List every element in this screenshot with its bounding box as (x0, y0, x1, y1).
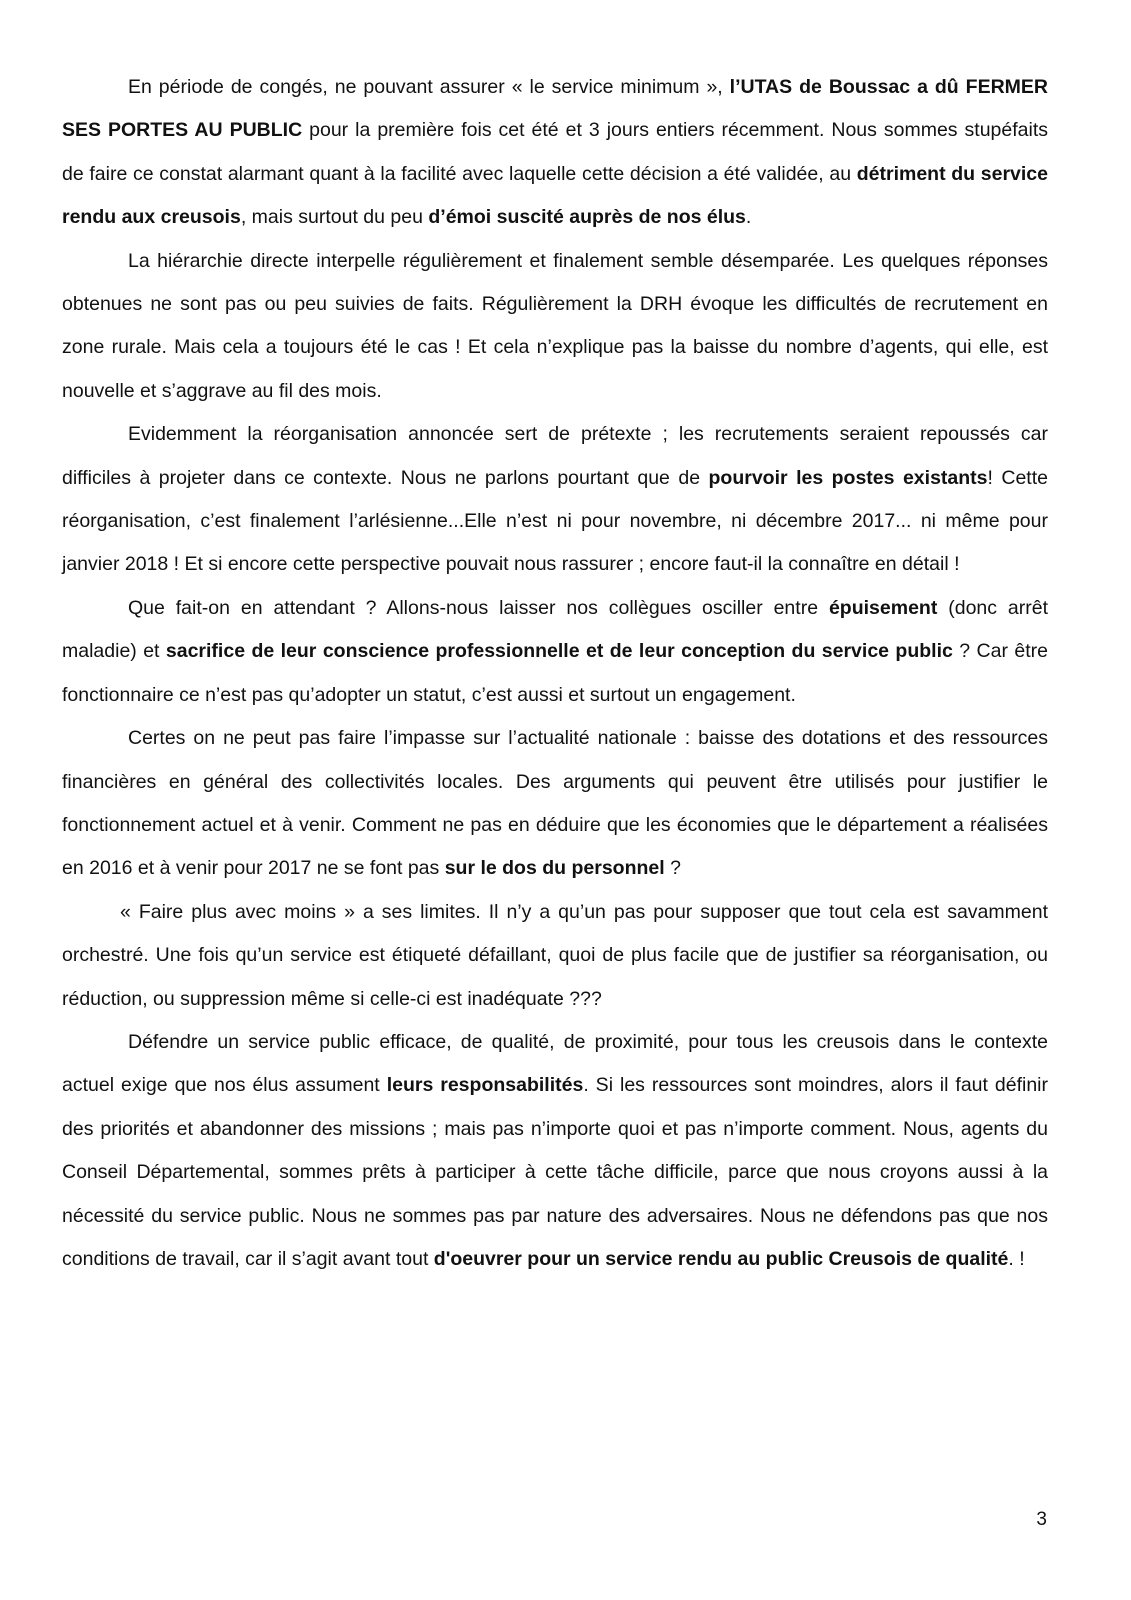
paragraph-waiting (62, 587, 1048, 717)
text-segment: « Faire plus avec moins » a ses limites. Il n’y a qu’un pas pour supposer que tout cela est savamment orchestré. Une fois qu’un service est étiqueté défaillant, quoi de plus facile que de justifier sa réorganisation, ou réduction, ou suppression même si celle-ci est inadéquate ??? (62, 900, 1048, 1010)
bold-segment: l’UTAS de Boussac a dû FERMER SES PORTES AU PUBLIC (62, 76, 1048, 142)
bold-segment: épuisement (828, 596, 938, 619)
page-number: 3 (1036, 1509, 1047, 1530)
text-segment: . ! (1008, 1247, 1025, 1270)
paragraph-more-with-less (62, 891, 1048, 1021)
bold-segment: d'oeuvrer pour un service rendu au public Creusois de qualité (433, 1247, 1009, 1270)
text-segment: La hiérarchie directe interpelle régulièrement et finalement semble désemparée. Les quelques réponses obtenues ne sont pas ou peu suivies de faits. Régulièrement la DRH évoque les difficultés de recrutement en zone rurale. Mais cela a toujours été le cas ! Et cela n’explique pas la baisse du nombre d’agents, qui elle, est nouvelle et s’aggrave au fil des mois. (62, 249, 1048, 402)
paragraph-national-context (62, 717, 1048, 891)
text-segment: ? Car être fonctionnaire ce n’est pas qu’adopter un statut, c’est aussi et surtout un engagement. (62, 640, 1048, 706)
document-body (62, 66, 1048, 1281)
text-segment: pour la première fois cet été et 3 jours entiers récemment. Nous sommes stupéfaits de faire ce constat alarmant quant à la facilité avec laquelle cette décision a été validée, au (62, 119, 1048, 185)
text-segment: . Si les ressources sont moindres, alors il faut définir des priorités et abandonner des missions ; mais pas n’importe quoi et pas n’importe comment. Nous, agents du Conseil Départemental, sommes prêts à participer à cette tâche difficile, parce que nous croyons aussi à la nécessité du service public. Nous ne sommes pas par nature des adversaires. Nous ne défendons pas que nos conditions de travail, car il s’agit avant tout (62, 1074, 1049, 1270)
paragraph-hierarchy (62, 240, 1048, 414)
paragraph-reorganisation (62, 413, 1048, 587)
text-segment: . (745, 206, 752, 229)
text-segment: (donc arrêt maladie) et (62, 596, 1049, 663)
bold-segment: sacrifice de leur conscience professionnelle et de leur conception du service public (165, 640, 953, 663)
text-segment: Défendre un service public efficace, de qualité, de proximité, pour tous les creusois dans le contexte actuel exige que nos élus assument (62, 1030, 1048, 1097)
text-segment: , mais surtout du peu (240, 206, 429, 229)
text-segment: Evidemment la réorganisation annoncée sert de prétexte ; les recrutements seraient repoussés car difficiles à projeter dans ce contexte. Nous ne parlons pourtant que de (62, 423, 1048, 489)
text-segment: Certes on ne peut pas faire l’impasse sur l’actualité nationale : baisse des dotations et des ressources financières en général des collectivités locales. Des arguments qui peuvent être utilisés pour justifier le fonctionnement actuel et à venir. Comment ne pas en déduire que les économies que le département a réalisées en 2016 et à venir pour 2017 ne se font pas (62, 727, 1048, 880)
text-segment: En période de congés, ne pouvant assurer « le service minimum », (128, 76, 730, 98)
text-segment: Que fait-on en attendant ? Allons-nous laisser nos collègues osciller entre (128, 596, 829, 619)
bold-segment: détriment du service rendu aux creusois (62, 162, 1048, 229)
paragraph-utas-closure (62, 66, 1048, 240)
bold-segment: d’émoi suscité auprès de nos élus (428, 206, 746, 229)
text-segment: ? (664, 857, 681, 880)
paragraph-defend-public-service (62, 1021, 1048, 1281)
bold-segment: pourvoir les postes existants (708, 466, 988, 489)
bold-segment: leurs responsabilités (386, 1074, 584, 1097)
text-segment: ! Cette réorganisation, c’est finalement l’arlésienne...Elle n’est ni pour novembre, ni décembre 2017... ni même pour janvier 2018 ! Et si encore cette perspective pouvait nous rassurer ; encore faut-il la connaître en détail ! (62, 466, 1048, 576)
bold-segment: sur le dos du personnel (444, 857, 665, 880)
